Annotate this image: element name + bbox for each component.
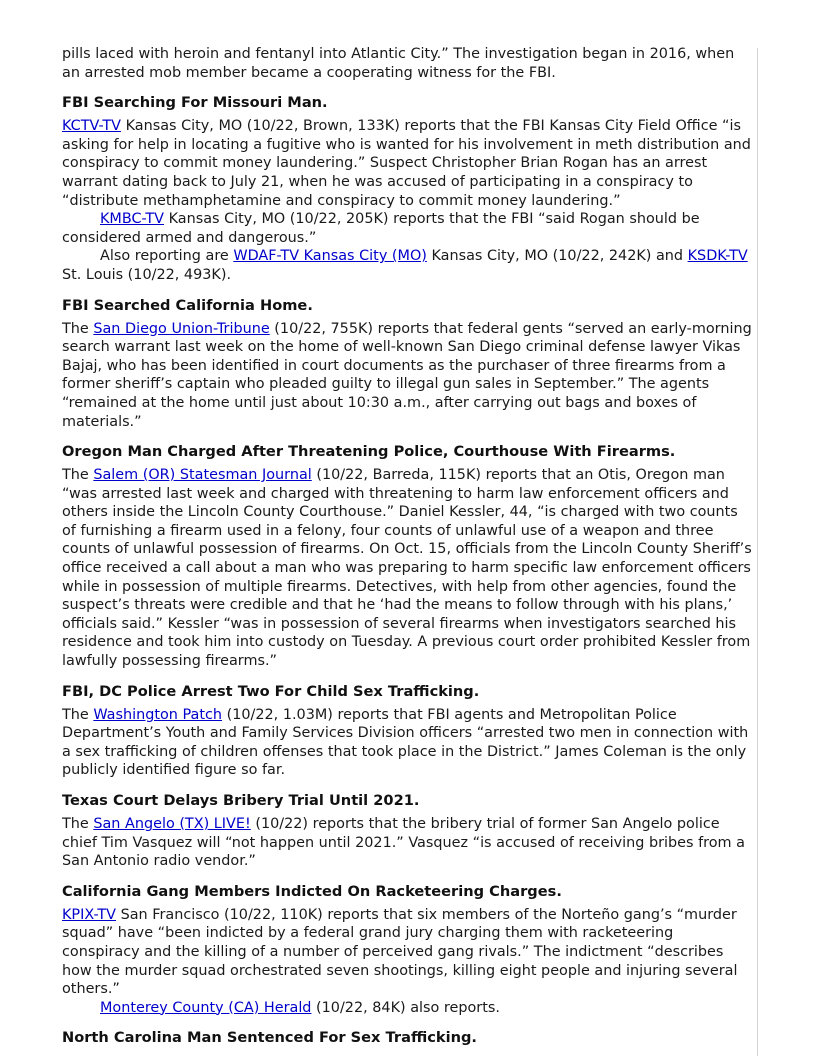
- source-link-statesman-journal[interactable]: Salem (OR) Statesman Journal: [93, 467, 312, 484]
- article-paragraph: KMBC-TV Kansas City, MO (10/22, 205K) reports that the FBI “said Rogan should be considered armed and dangerous.”: [62, 211, 700, 246]
- source-link-kctv[interactable]: KCTV-TV: [62, 118, 121, 135]
- source-link-kpix[interactable]: KPIX-TV: [62, 906, 117, 923]
- article-paragraph: Monterey County (CA) Herald (10/22, 84K) also reports.: [100, 999, 500, 1016]
- news-page: [62, 45, 755, 1052]
- continued-paragraph: pills laced with heroin and fentanyl into Atlantic City.” The investigation began in 2016, when an arrested mob member became a cooperating witness for the FBI.: [62, 46, 735, 81]
- right-margin-rule: [757, 48, 758, 1056]
- headline-north-carolina: North Carolina Man Sentenced For Sex Trafficking.: [62, 1029, 477, 1047]
- headline-california-gang: California Gang Members Indicted On Racketeering Charges.: [62, 882, 562, 900]
- headline-oregon-man: Oregon Man Charged After Threatening Police, Courthouse With Firearms.: [62, 443, 676, 461]
- article-paragraph: The San Diego Union-Tribune (10/22, 755K) reports that federal gents “served an early-morning search warrant last week on the home of well-known San Diego criminal defense lawyer Vikas Bajaj, who has been identified in court documents as the purchaser of three firearms from a former sheriff’s captain who pleaded guilty to illegal gun sales in September.” The agents “remained at the home until just about 10:30 a.m., after carrying out bags and boxes of materials.”: [62, 320, 752, 430]
- headline-california-home: FBI Searched California Home.: [62, 296, 313, 314]
- article-paragraph: KCTV-TV Kansas City, MO (10/22, Brown, 133K) reports that the FBI Kansas City Field Office “is asking for help in locating a fugitive who is wanted for his involvement in meth distribution and conspiracy to commit money laundering.” Suspect Christopher Brian Rogan has an arrest warrant dating back to July 21, when he was accused of participating in a conspiracy to “distribute methamphetamine and conspiracy to commit money laundering.”: [62, 118, 751, 209]
- article-paragraph: The San Angelo (TX) LIVE! (10/22) reports that the bribery trial of former San Angelo police chief Tim Vasquez will “not happen until 2021.” Vasquez “is accused of receiving bribes from a San Antonio radio vendor.”: [62, 816, 745, 870]
- source-link-washington-patch[interactable]: Washington Patch: [93, 706, 223, 723]
- source-link-wdaf[interactable]: WDAF-TV Kansas City (MO): [233, 248, 427, 265]
- headline-dc-trafficking: FBI, DC Police Arrest Two For Child Sex Trafficking.: [62, 682, 480, 700]
- article-paragraph: The Washington Patch (10/22, 1.03M) reports that FBI agents and Metropolitan Police Department’s Youth and Family Services Division officers “arrested two men in connection with a sex trafficking of children offenses that took place in the District.” James Coleman is the only publicly identified figure so far.: [62, 706, 749, 779]
- source-link-ksdk[interactable]: KSDK-TV: [687, 248, 748, 265]
- article-paragraph: KPIX-TV San Francisco (10/22, 110K) reports that six members of the Norteño gang’s “murder squad” have “been indicted by a federal grand jury charging them with racketeering conspiracy and the killing of a number of perceived gang rivals.” The indictment “describes how the murder squad orchestrated seven shootings, killing eight people and injuring several others.”: [62, 906, 738, 998]
- source-link-san-diego-union-tribune[interactable]: San Diego Union-Tribune: [93, 320, 270, 337]
- source-link-san-angelo-live[interactable]: San Angelo (TX) LIVE!: [93, 816, 251, 832]
- headline-missouri-man: FBI Searching For Missouri Man.: [62, 94, 328, 112]
- source-link-monterey-herald[interactable]: Monterey County (CA) Herald: [100, 999, 312, 1016]
- headline-texas-bribery: Texas Court Delays Bribery Trial Until 2021.: [62, 792, 420, 809]
- source-link-kmbc[interactable]: KMBC-TV: [100, 211, 165, 228]
- article-paragraph: The Salem (OR) Statesman Journal (10/22, Barreda, 115K) reports that an Otis, Oregon man “was arrested last week and charged with threatening to harm law enforcement officers and others inside the Lincoln County Courthouse.” Daniel Kessler, 44, “is charged with two counts of furnishing a firearm used in a felony, four counts of unlawful use of a weapon and three counts of unlawful possession of firearms. On Oct. 15, officials from the Lincoln County Sheriff’s office received a call about a man who was preparing to harm specific law enforcement officers while in possession of multiple firearms. Detectives, with help from other agencies, found the suspect’s threats were credible and that he ‘had the means to follow through with his plans,’ officials said.” Kessler “was in possession of several firearms when investigators searched his residence and took him into custody on Tuesday. A previous court order prohibited Kessler from lawfully possessing firearms.”: [62, 467, 752, 670]
- article-paragraph: Also reporting are WDAF-TV Kansas City (MO) Kansas City, MO (10/22, 242K) and KSDK-TV St. Louis (10/22, 493K).: [62, 248, 748, 283]
